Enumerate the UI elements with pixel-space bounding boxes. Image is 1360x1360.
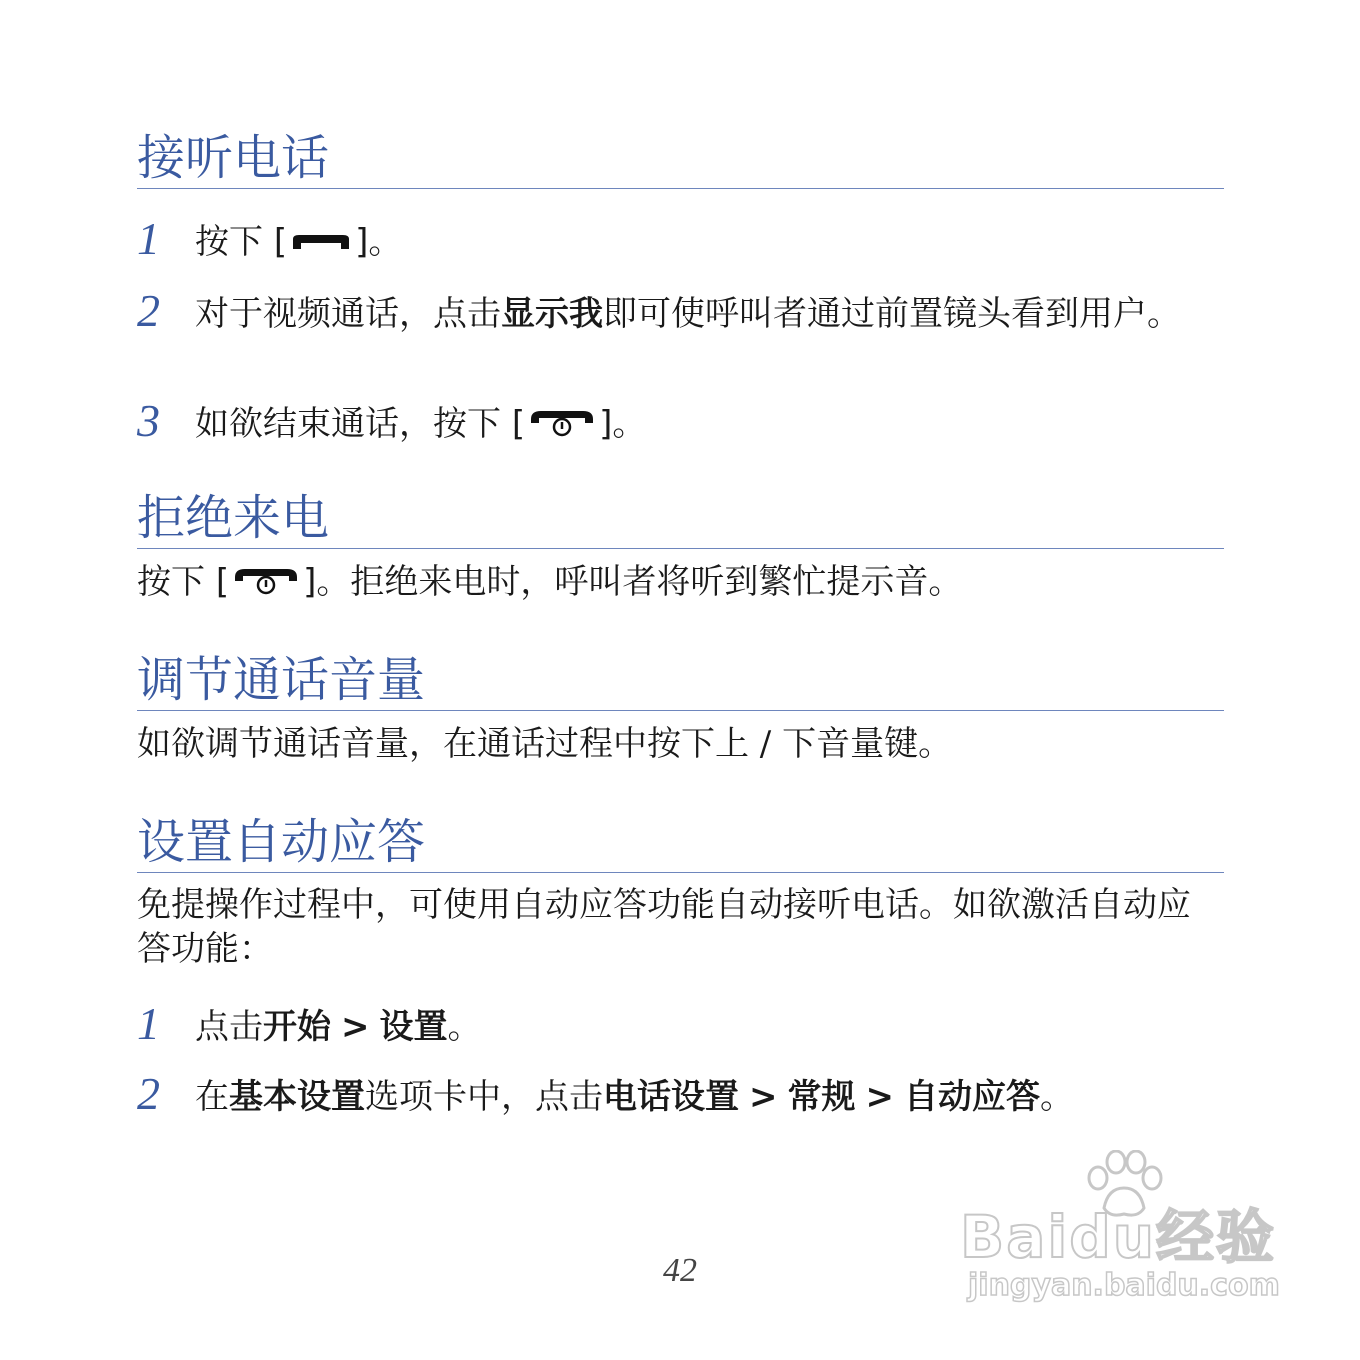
end-call-key-icon	[527, 404, 597, 448]
step-number: 1	[137, 213, 160, 264]
ui-label-general: 常规	[787, 1077, 856, 1117]
step-number: 3	[137, 395, 160, 446]
ui-label-phone-settings: 电话设置	[603, 1077, 739, 1117]
section-reject-call	[137, 488, 1224, 605]
bracket-close: ]	[599, 404, 613, 444]
para-text-after: 。拒绝来电时，呼叫者将听到繁忙提示音。	[316, 562, 963, 602]
ui-label-start: 开始	[263, 1007, 331, 1047]
watermark-brand: Baidu经验	[960, 1203, 1277, 1271]
section-paragraph	[137, 561, 1224, 605]
step-text-before: 按下	[195, 222, 274, 262]
step-text-after: 即可使呼叫者通过前置镜头看到用户。	[603, 294, 1181, 334]
section-paragraph: 如欲调节通话音量，在通话过程中按下上 / 下音量键。	[137, 724, 953, 764]
ui-label-auto-answer: 自动应答	[904, 1077, 1040, 1117]
bracket-close: ]	[355, 222, 369, 262]
section-adjust-volume	[137, 650, 1224, 765]
step-text-middle: 选项卡中，点击	[365, 1077, 603, 1117]
path-separator: >	[749, 1077, 778, 1117]
step-text-before: 点击	[195, 1007, 263, 1047]
step-text	[195, 1005, 1225, 1049]
step-text-before: 对于视频通话，点击	[195, 294, 501, 334]
section-heading: 设置自动应答	[137, 812, 1224, 873]
step-text	[195, 402, 1225, 448]
path-separator: >	[865, 1077, 894, 1117]
bracket-open: [	[215, 562, 230, 602]
path-separator: >	[341, 1007, 370, 1047]
step-text-after: 。	[447, 1007, 482, 1047]
step-number: 1	[137, 998, 160, 1049]
step-text-before: 在	[195, 1077, 229, 1117]
section-answer-call	[137, 128, 1224, 189]
page-number: 42	[663, 1252, 697, 1289]
ui-label-show-me: 显示我	[501, 294, 603, 334]
step-number: 2	[137, 285, 160, 336]
step-text	[195, 220, 1225, 266]
bracket-close: ]	[303, 562, 317, 602]
step-number: 2	[137, 1068, 160, 1119]
watermark-url: jingyan.baidu.com	[968, 1268, 1280, 1303]
end-call-key-icon	[231, 563, 301, 605]
ui-label-settings: 设置	[379, 1007, 448, 1047]
section-heading: 接听电话	[137, 128, 1224, 189]
section-auto-answer	[137, 812, 1224, 971]
para-text-before: 按下	[137, 562, 216, 602]
section-heading: 拒绝来电	[137, 488, 1224, 549]
step-text	[195, 292, 1225, 336]
step-text	[195, 1075, 1225, 1119]
bracket-open: [	[273, 222, 288, 262]
step-text-before: 如欲结束通话，按下	[195, 404, 512, 444]
call-key-icon	[289, 222, 353, 266]
step-text-after: 。	[368, 222, 403, 262]
ui-label-basic-settings: 基本设置	[229, 1077, 365, 1117]
section-heading: 调节通话音量	[137, 650, 1224, 711]
bracket-open: [	[511, 404, 526, 444]
step-text-after: 。	[1040, 1077, 1074, 1117]
step-text-after: 。	[612, 404, 647, 444]
section-paragraph: 免提操作过程中，可使用自动应答功能自动接听电话。如欲激活自动应答功能：	[137, 885, 1191, 969]
